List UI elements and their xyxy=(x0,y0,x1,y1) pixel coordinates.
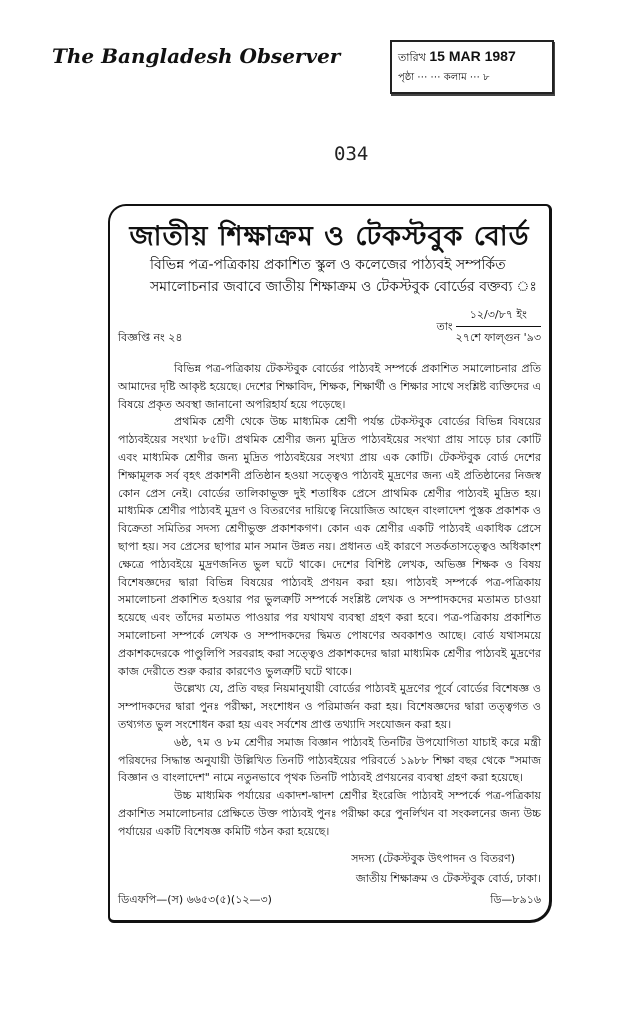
notice-number: বিজ্ঞপ্তি নং ২৪ xyxy=(118,331,183,344)
dfp-code: ডিএফপি—(স) ৬৬৫৩(৫)(১২—৩) xyxy=(118,892,272,906)
paragraph: প্রথমিক শ্রেণী থেকে উচ্চ মাধ্যমিক শ্রেণী পর্যন্ত টেকস্টবুক বোর্ডের বিভিন্ন বিষয়ের পাঠ্যবইয়ের সংখ্যা ৮৫টি। প্রথমিক শ্রেণীর জন্য মুদ্রিত পাঠ্যবইয়ের সংখ্যা প্রায় সাড়ে চার কোটি এবং মাধ্যমিক শ্রেণীর জন্য মুদ্রিত পাঠ্যবইয়ের সংখ্যা প্রায় এক কোটি। টেকস্টবুক বোর্ড দেশের শিক্ষামূলক সর্ব বৃহৎ প্রকাশনী প্রতিষ্ঠান হওয়া সত্ত্বেও পাঠ্যবই মুদ্রণের জন্য এই প্রতিষ্ঠানের নিজস্ব কোন প্রেস নেই। বোর্ডের তালিকাভূক্ত দুই শতাধিক প্রেসে প্রাথমিক শ্রেণীর পাঠ্যবই মুদ্রিত হয়। মাধ্যমিক শ্রেণীর পাঠ্যবই মুদ্রণ ও বিতরণের দায়িত্বে নিয়োজিত আছেন বাংলাদেশ পুস্তক প্রকাশক ও বিক্রেতা সমিতির সদস্য শ্রেণীভুক্ত প্রকাশকগণ। কোন এক শ্রেণীর একটি পাঠ্যবই একাধিক প্রেসে ছাপা হয়। সব প্রেসের ছাপার মান সমান উন্নত নয়। প্রধানত এই কারণে সতর্কতাসত্ত্বেও অধিকাংশ ক্ষেত্রে পাঠ্যবইয়ে মুদ্রণজনিত ভুল ঘটে থাকে। দেশের বিশিষ্ট লেখক, অভিজ্ঞ শিক্ষক ও বিষয় বিশেষজ্ঞদের দ্বারা বিভিন্ন বিষয়ের পাঠ্যবই প্রণয়ন করা হয়। পাঠ্যবই সম্পর্কে পত্র-পত্রিকায় সমালোচনা প্রকাশিত হওয়ার পর ভুলত্রুটি সম্পর্কে সংশ্লিষ্ট লেখক ও সম্পাদকদের মতামত চাওয়া হয়েছে এবং তাঁদের মতামত পাওয়ার পর যথাযথ ব্যবস্থা গ্রহণ করা হবে। পত্র-পত্রিকায় প্রকাশিত সমালোচনা সম্পর্কে লেখক ও সম্পাদকদের দ্বিমত পোষণের অবকাশও আছে। বোর্ড যথাসময়ে প্রকাশকদেরকে পাণ্ডুলিপি সরবরাহ করা সত্ত্বেও প্রকাশকদের দ্বারা মাধ্যমিক শ্রেণীর পাঠ্যবই মুদ্রণের কাজ দেরীতে শুরু করার কারণেও ভুলত্রুটি ঘটে থাকে। xyxy=(118,415,541,678)
ad-subtitle-line: বিভিন্ন পত্র-পত্রিকায় প্রকাশিত স্কুল ও কলেজের পাঠ্যবই সম্পর্কিত xyxy=(150,257,506,273)
notice-meta xyxy=(118,306,541,348)
paragraph: উল্লেখ্য যে, প্রতি বছর নিয়মানুযায়ী বোর্ডের পাঠ্যবই মুদ্রণের পূর্বে বোর্ডের বিশেষজ্ঞ ও সম্পাদকদের দ্বারা পুনঃ পরীক্ষা, সংশোধন ও পরিমার্জন করা হয়। বিশেষজ্ঞদের দ্বারা তত্ত্বগত ও তথ্যগত ভুল সংশোধন করা হয় এবং সর্বশেষ প্রাপ্ত তথ্যাদি সংযোজন করা হয়। xyxy=(118,682,541,731)
paragraph: বিভিন্ন পত্র-পত্রিকায় টেকস্টবুক বোর্ডের পাঠ্যবই সম্পর্কে প্রকাশিত সমালোচনার প্রতি আমাদের দৃষ্টি আকৃষ্ট হয়েছে। দেশের শিক্ষাবিদ, শিক্ষক, শিক্ষার্থী ও শিক্ষার সাথে সংশ্লিষ্ট ব্যক্তিদের এ বিষয়ে প্রকৃত অবস্থা জানানো অপরিহার্য হয়ে পড়েছে। xyxy=(118,362,541,411)
advertisement-box xyxy=(108,204,552,923)
stamp-column-label: কলাম xyxy=(443,72,467,83)
page-number: 034 xyxy=(334,143,369,165)
date-gregorian: ১২/৩/৮৭ ইং xyxy=(456,306,541,327)
stamp-column-value: ৮ xyxy=(483,72,490,83)
ad-reference: ডি—৮৯১৬ xyxy=(490,892,541,906)
ad-footer xyxy=(118,891,541,910)
stamp-date-value: 15 MAR 1987 xyxy=(429,48,516,64)
paragraph: উচ্চ মাধ্যমিক পর্যায়ের একাদশ-দ্বাদশ শ্রেণীর ইংরেজি পাঠ্যবই সম্পর্কে পত্র-পত্রিকায় প্রকাশিত সমালোচনার প্রেক্ষিতে উক্ত পাঠ্যবই পুনঃ পরীক্ষা করে পুনর্লিখন বা সংকলনের জন্য উচ্চ পর্যায়ের একটি বিশেষজ্ঞ কমিটি গঠন করা হয়েছে। xyxy=(118,789,541,838)
stamp-page-label: পৃষ্ঠা xyxy=(398,72,415,83)
ad-subtitle-line: সমালোচনার জবাবে জাতীয় শিক্ষাক্রম ও টেকস্টবুক বোর্ডের বক্তব্য ঃ xyxy=(150,279,537,295)
signature-block xyxy=(351,849,541,889)
signature-line: জাতীয় শিক্ষাক্রম ও টেকস্টবুক বোর্ড, ঢাকা। xyxy=(355,871,541,885)
date-bengali: ২৭শে ফাল্গুন '৯৩ xyxy=(455,331,541,344)
date-stamp: তারিখ 15 MAR 1987 পৃষ্ঠা ⋯ ⋯ কলাম ⋯ ৮ xyxy=(390,40,554,94)
notice-date xyxy=(436,306,541,348)
signature-line: সদস্য (টেকস্টবুক উৎপাদন ও বিতরণ) xyxy=(351,851,515,865)
paragraph: ৬ষ্ঠ, ৭ম ও ৮ম শ্রেণীর সমাজ বিজ্ঞান পাঠ্যবই তিনটির উপযোগিতা যাচাই করে মন্ত্রী পরিষদের সিদ্ধান্ত অনুযায়ী উল্লিখিত তিনটি পাঠ্যবইয়ের পরিবর্তে ১৯৮৮ শিক্ষা বছর থেকে "সমাজ বিজ্ঞান ও বাংলাদেশ" নামে নতুনভাবে পৃথক তিনটি পাঠ্যবই প্রণয়নের ব্যবস্থা গ্রহণ করা হয়েছে। xyxy=(118,735,541,785)
date-prefix: তাং xyxy=(436,319,453,333)
newspaper-name: The Bangladesh Observer xyxy=(52,44,341,68)
ad-title: জাতীয় শিক্ষাক্রম ও টেকস্টবুক বোর্ড xyxy=(129,221,530,252)
stamp-date-label: তারিখ xyxy=(398,51,426,64)
ad-body xyxy=(118,360,541,841)
